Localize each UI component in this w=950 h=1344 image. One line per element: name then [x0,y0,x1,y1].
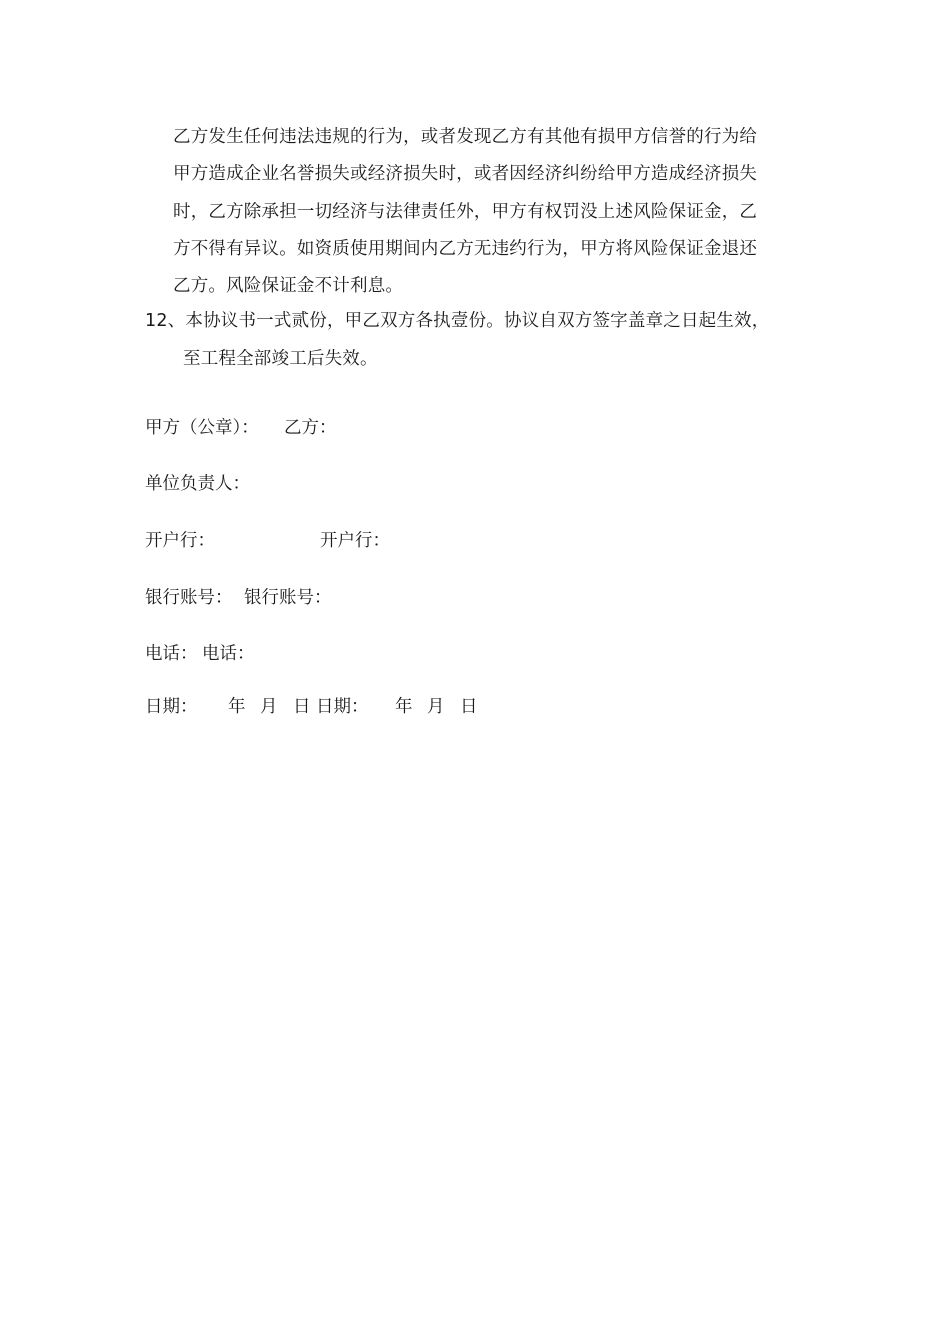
phone-b-label: 电话： [202,644,255,664]
clause-12-line-2: 至工程全部竣工后失效。 [183,349,378,369]
date-a-day: 日 [293,697,311,717]
phone-a-label: 电话： [145,644,198,664]
account-b-label: 银行账号： [244,588,332,608]
party-a-label: 甲方（公章）： [145,418,259,438]
bank-row [145,531,545,553]
account-a-label: 银行账号： [145,588,233,608]
unit-head-row [145,474,545,496]
bank-a-label: 开户行： [145,531,215,551]
party-row [145,418,545,440]
date-b-day: 日 [460,697,478,717]
bank-b-label: 开户行： [320,531,390,551]
clause-11-line-5: 乙方。风险保证金不计利息。 [173,276,404,296]
date-b-month: 月 [427,697,445,717]
clause-11-line-1: 乙方发生任何违法违规的行为，或者发现乙方有其他有损甲方信誉的行为给 [173,127,758,147]
clause-11-line-2: 甲方造成企业名誉损失或经济损失时，或者因经济纠纷给甲方造成经济损失 [173,164,758,184]
party-b-label: 乙方： [284,418,337,438]
date-a-label: 日期： [145,697,198,717]
clause-11-line-4: 方不得有异议。如资质使用期间内乙方无违约行为，甲方将风险保证金退还 [173,239,758,259]
date-b-label: 日期： [316,697,369,717]
date-a-year: 年 [228,697,246,717]
date-a-month: 月 [260,697,278,717]
date-row [145,697,545,719]
unit-head-label: 单位负责人： [145,474,250,494]
clause-12-line-1: 12、本协议书一式贰份，甲乙双方各执壹份。协议自双方签字盖章之日起生效， [145,311,770,331]
date-b-year: 年 [395,697,413,717]
phone-row [145,644,545,666]
clause-11-line-3: 时，乙方除承担一切经济与法律责任外，甲方有权罚没上述风险保证金，乙 [173,202,758,222]
account-row [145,588,545,610]
